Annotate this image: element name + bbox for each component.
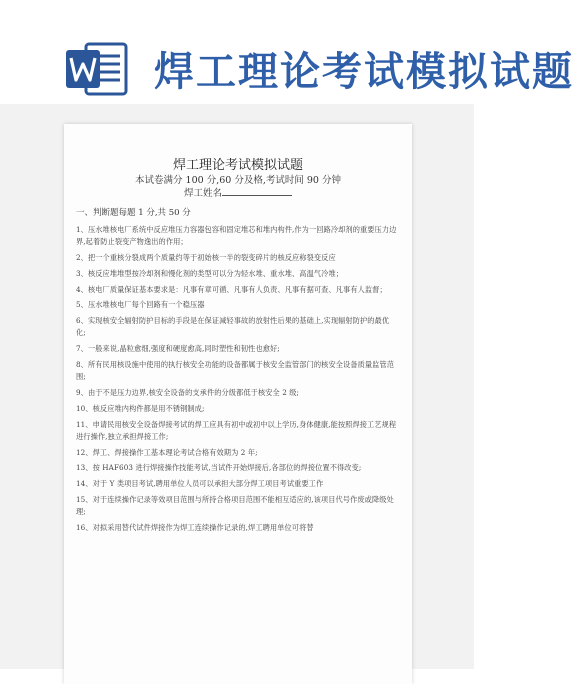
question-item: 13、按 HAF603 进行焊接操作技能考试,当试件开始焊接后,各部位的焊接位置不得改变; [76, 463, 362, 473]
banner [0, 0, 574, 104]
question-item: 11、申请民用核安全设备焊接考试的焊工应具有初中或初中以上学历,身体健康,能按照焊接工艺规程进行操作,独立承担焊接工作; [76, 419, 397, 441]
exam-info: 本试卷满分 100 分,60 分及格,考试时间 90 分钟 [135, 175, 341, 186]
question-item: 8、所有民用核设施中使用的执行核安全功能的设备都属于核安全监管部门的核安全设备质量监管范围; [76, 359, 395, 382]
question-item: 14、对于 Y 类项目考试,聘用单位人员可以承担大部分焊工项目考试重要工作 [76, 479, 324, 489]
welder-name-line [64, 185, 412, 199]
section-heading: 一、判断题每题 1 分,共 50 分 [76, 208, 191, 218]
question-item: 2、把一个重核分裂成两个质量约等于初始核一半的裂变碎片的核反应称裂变反应 [76, 253, 336, 262]
question-item: 12、焊工、焊接操作工基本理论考试合格有效期为 2 年; [76, 447, 258, 457]
name-blank [222, 195, 292, 196]
question-item: 15、对于连续操作记录等效项目范围与所持合格项目范围不能相互适应的,该项目代号作废或降级处理; [76, 494, 394, 517]
banner-title: 焊工理论考试模拟试题 [154, 49, 574, 95]
question-item: 3、核反应堆堆型按冷却剂和慢化剂的类型可以分为轻水堆、重水堆、高温气冷堆； [76, 268, 344, 278]
welder-name-label: 焊工姓名 [183, 188, 222, 199]
word-icon [66, 42, 128, 96]
document-page [64, 124, 412, 684]
question-item: 1、压水堆核电厂系统中反应堆压力容器包容和固定堆芯和堆内构件,作为一回路冷却剂的重要压力边界,起着防止裂变产物逸出的作用； [76, 225, 397, 247]
document-title: 焊工理论考试模拟试题 [172, 158, 303, 173]
question-item: 16、对拟采用替代试件焊接作为焊工连续操作记录的,焊工聘用单位可将替 [76, 522, 314, 532]
question-item: 10、核反应堆内构件都是用不锈钢制成; [76, 403, 205, 413]
question-item: 6、实现核安全辐射防护目标的手段是在保证减轻事故的放射性后果的基础上,实现辐射防护的最优化; [76, 316, 390, 338]
question-item: 4、核电厂质量保证基本要求是：凡事有章可循、凡事有人负责、凡事有据可查、凡事有人监督； [76, 284, 387, 294]
question-item: 9、由于不是压力边界,核安全设备的支承件的分级都低于核安全 2 级; [76, 387, 300, 397]
question-item: 5、压水堆核电厂每个回路有一个稳压器 [76, 300, 205, 310]
question-item: 7、一般来说,晶粒愈细,强度和硬度愈高,同时塑性和韧性也愈好; [76, 344, 280, 354]
question-list [76, 224, 398, 538]
document-viewport[interactable] [0, 104, 474, 669]
